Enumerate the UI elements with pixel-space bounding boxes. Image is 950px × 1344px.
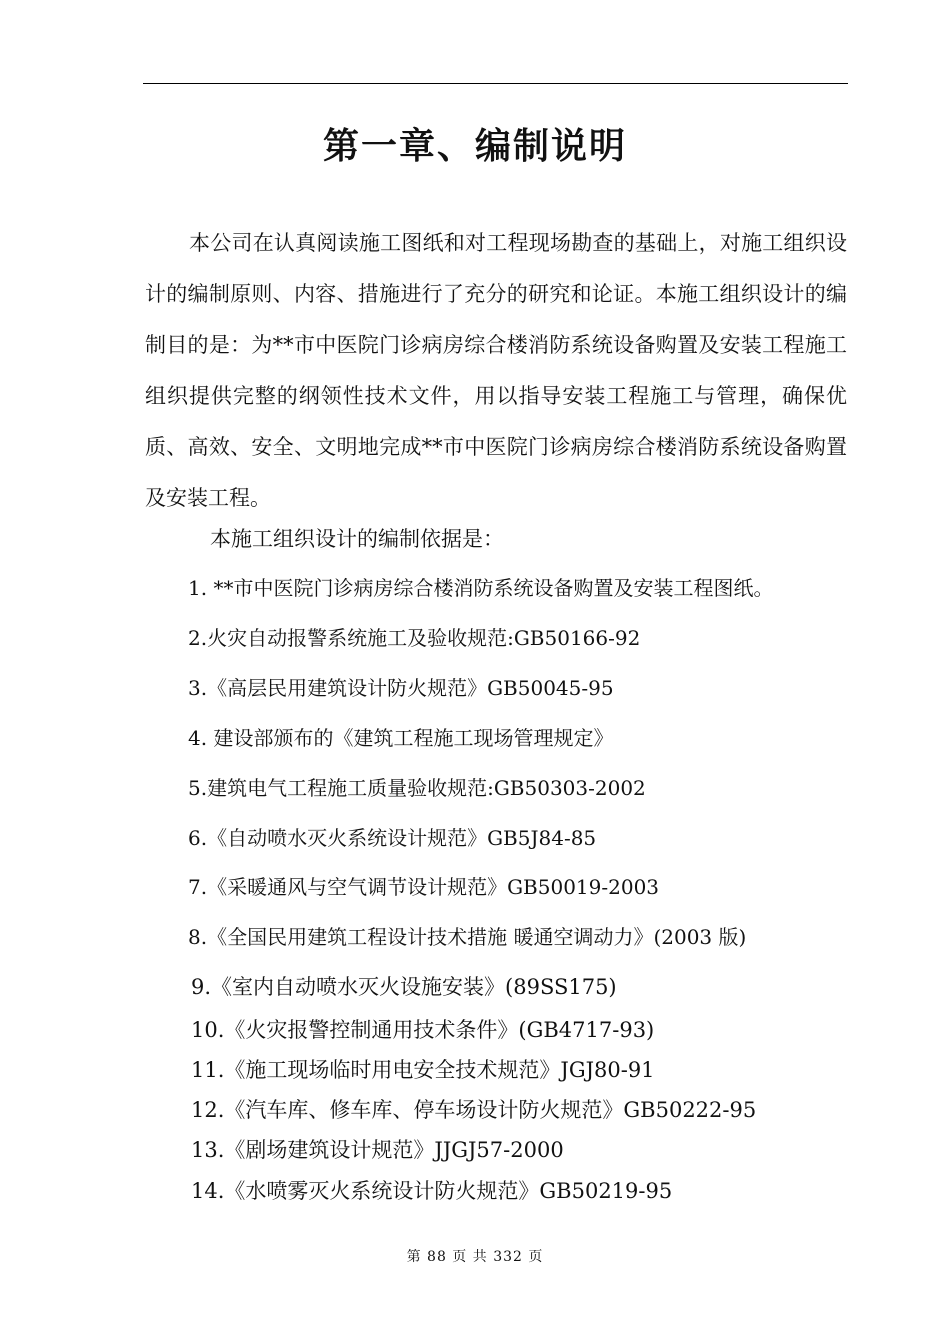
reference-item: 10.《火灾报警控制通用技术条件》(GB4717-93) — [191, 1018, 655, 1042]
reference-item: 1. **市中医院门诊病房综合楼消防系统设备购置及安装工程图纸。 — [188, 576, 774, 600]
header-rule — [143, 83, 848, 84]
reference-item: 5.建筑电气工程施工质量验收规范:GB50303-2002 — [188, 776, 646, 800]
reference-item: 8.《全国民用建筑工程设计技术措施 暖通空调动力》(2003 版) — [188, 925, 747, 949]
reference-item: 12.《汽车库、修车库、停车场设计防火规范》GB50222-95 — [191, 1098, 757, 1122]
chapter-title: 第一章、编制说明 — [322, 125, 627, 167]
reference-item: 13.《剧场建筑设计规范》JJGJ57-2000 — [191, 1138, 564, 1162]
reference-item: 14.《水喷雾灭火系统设计防火规范》GB50219-95 — [191, 1179, 673, 1203]
reference-item: 9.《室内自动喷水灭火设施安装》(89SS175) — [191, 975, 617, 999]
reference-item: 7.《采暖通风与空气调节设计规范》GB50019-2003 — [188, 875, 660, 899]
reference-item: 2.火灾自动报警系统施工及验收规范:GB50166-92 — [188, 626, 641, 650]
reference-item: 3.《高层民用建筑设计防火规范》GB50045-95 — [188, 676, 614, 700]
intro-paragraph: 本公司在认真阅读施工图纸和对工程现场勘查的基础上，对施工组织设计的编制原则、内容、措施进行了充分的研究和论证。本施工组织设计的编制目的是：为**市中医院门诊病房综合楼消防系统设备购置及安装工程施工组织提供完整的纲领性技术文件，用以指导安装工程施工与管理，确保优质、高效、安全、文明地完成**市中医院门诊病房综合楼消防系统设备购置及安装工程。 — [145, 231, 847, 510]
page-footer: 第 88 页 共 332 页 — [406, 1249, 544, 1265]
reference-item: 6.《自动喷水灭火系统设计规范》GB5J84-85 — [188, 826, 597, 850]
basis-intro: 本施工组织设计的编制依据是： — [210, 527, 504, 551]
reference-item: 11.《施工现场临时用电安全技术规范》JGJ80-91 — [191, 1058, 655, 1082]
reference-item: 4. 建设部颁布的《建筑工程施工现场管理规定》 — [188, 726, 614, 750]
